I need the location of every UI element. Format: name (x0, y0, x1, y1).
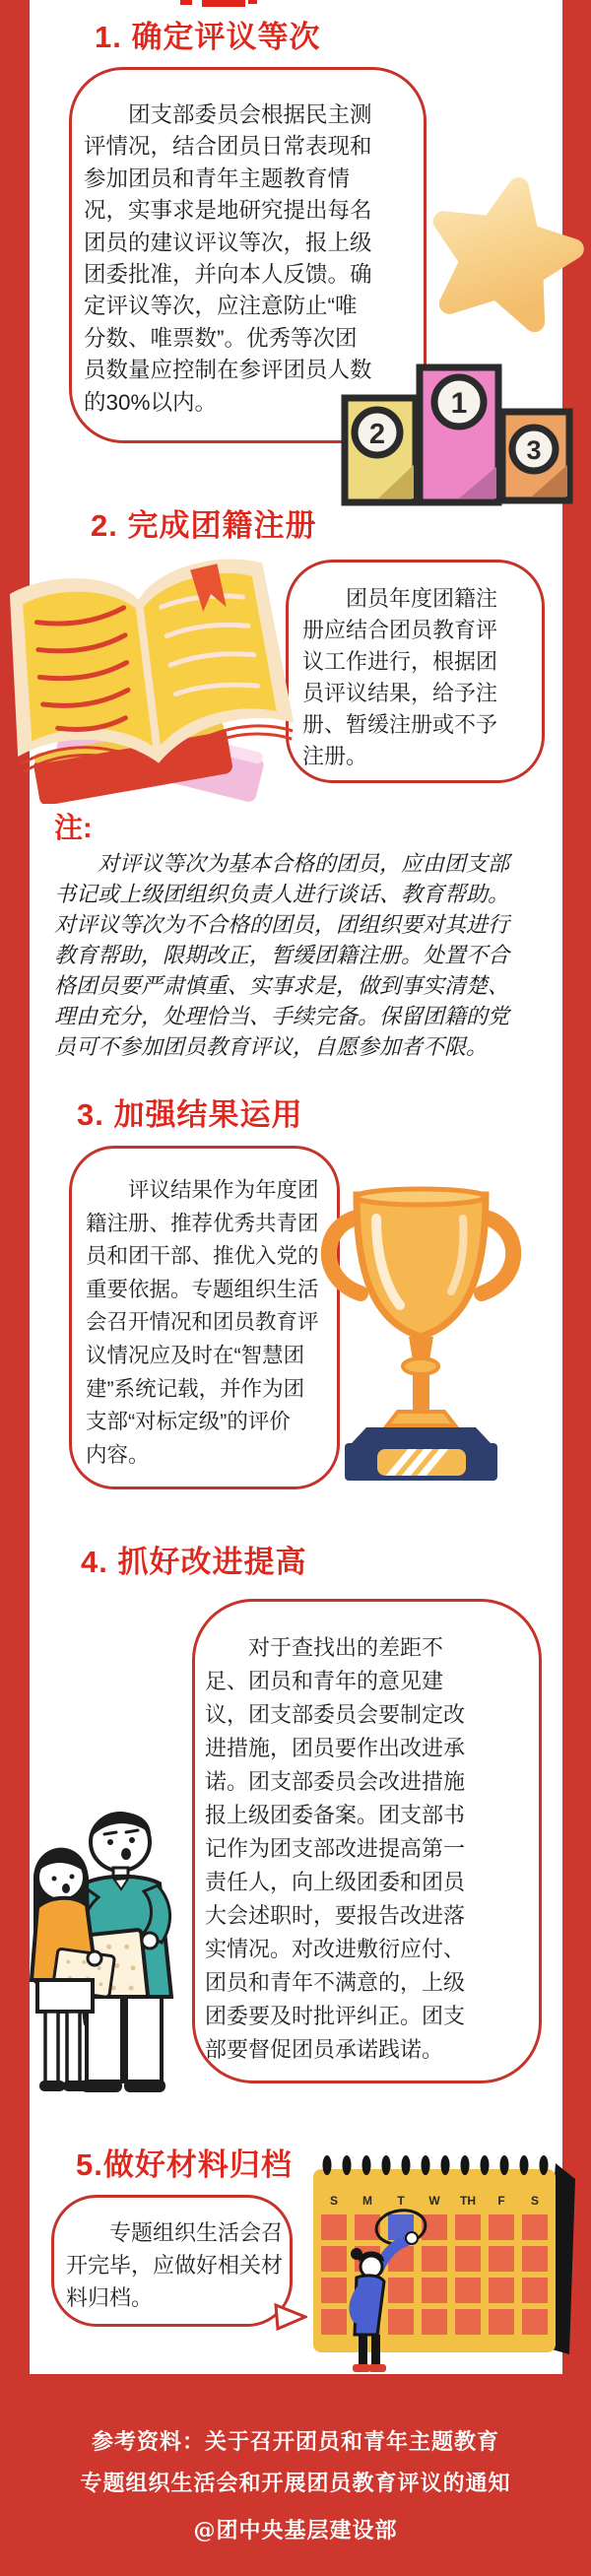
text-line: 内容。 (86, 1442, 150, 1467)
section-2-title: 2. 完成团籍注册 (91, 508, 317, 543)
text-line: 团委要及时批评纠正。团支 (205, 2004, 466, 2028)
text-line: 分数、唯票数”。优秀等次团 (84, 325, 358, 351)
calendar-illustration (307, 2149, 578, 2376)
section-1-title: 1. 确定评议等次 (95, 20, 321, 54)
text-line: 员可不参加团员教育评议，自愿参加者不限。 (54, 1035, 489, 1060)
text-line: 实情况。对改进敷衍应付、 (205, 1937, 466, 1961)
note-label: 注: (54, 813, 93, 844)
text-line: 员数量应控制在参评团员人数 (84, 358, 372, 383)
text-line: 团员年度团籍注 (302, 586, 498, 611)
svg-text:M: M (362, 2194, 372, 2208)
text-line: 注册。 (302, 744, 368, 768)
text-line: 参加团员和青年主题教育情 (84, 165, 351, 191)
left-red-strip (0, 0, 30, 2576)
section-3-title: 3. 加强结果运用 (77, 1097, 303, 1132)
text-line: 专题组织生活会召 (66, 2220, 284, 2245)
text-line: 重要依据。专题组织生活 (86, 1277, 319, 1301)
text-line: 对评议等次为基本合格的团员，应由团支部 (54, 852, 510, 877)
text-line: 建”系统记载，并作为团 (86, 1376, 305, 1401)
text-line: 团支部委员会根据民主测 (84, 102, 372, 127)
text-line: 支部“对标定级”的评价 (86, 1410, 291, 1434)
text-line: 记作为团支部改进提高第一 (205, 1836, 466, 1861)
text-line: 团员的建议评议等次，报上级 (84, 230, 372, 255)
section-4-title: 4. 抓好改进提高 (81, 1545, 307, 1579)
section-3-textbox (69, 1146, 340, 1489)
text-line: 议情况应及时在“智慧团 (86, 1343, 305, 1367)
cropped-title-fragment (180, 0, 192, 5)
trophy-plaque (377, 1445, 466, 1481)
footer-credit: @团中央基层建设部 (193, 2518, 398, 2543)
footer-reference-line-1: 参考资料：关于召开团员和青年主题教育 (91, 2429, 499, 2455)
text-line: 报上级团委备案。团支部书 (205, 1803, 466, 1827)
svg-text:TH: TH (460, 2194, 476, 2208)
text-line: 进措施，团员要作出改进承 (205, 1736, 466, 1760)
text-line: 团员和青年不满意的，上级 (205, 1970, 466, 1995)
text-line: 料归档。 (66, 2285, 154, 2310)
text-line: 团委批准，并向本人反馈。确 (84, 262, 372, 288)
text-line: 责任人，向上级团委和团员 (205, 1870, 466, 1894)
text-line: 诺。团支部委员会改进措施 (205, 1769, 466, 1794)
star-illustration (414, 159, 591, 341)
svg-text:F: F (497, 2194, 505, 2208)
text-line: 员评议结果，给予注 (302, 681, 498, 705)
cropped-title-fragment (202, 0, 245, 7)
people-illustration (22, 1785, 199, 2100)
section-5-title: 5.做好材料归档 (76, 2147, 293, 2182)
text-line: 会召开情况和团员教育评 (86, 1310, 319, 1335)
text-line: 教育帮助，限期改正，暂缓团籍注册。处置不合 (54, 944, 510, 968)
speech-bubble-tail (274, 2301, 307, 2331)
text-line: 的30%以内。 (84, 389, 218, 415)
text-line: 评情况，结合团员日常表现和 (84, 134, 372, 160)
trophy-illustration (315, 1185, 527, 1490)
text-line: 册、暂缓注册或不予 (302, 712, 498, 737)
text-line: 对于查找出的差距不 (205, 1635, 444, 1660)
text-line: 籍注册、推荐优秀共青团 (86, 1211, 319, 1235)
section-4-textbox (192, 1599, 542, 2083)
section-5-textbox (51, 2195, 293, 2327)
text-line: 议工作进行，根据团 (302, 649, 498, 674)
text-line: 况，实事求是地研究提出每名 (84, 198, 372, 224)
text-line: 足、团员和青年的意见建 (205, 1669, 444, 1693)
text-line: 大会述职时，要报告改进落 (205, 1903, 466, 1928)
footer-reference-line-2: 专题组织生活会和开展团员教育评议的通知 (80, 2471, 511, 2496)
text-line: 议，团支部委员会要制定改 (205, 1702, 466, 1727)
text-line: 册应结合团员教育评 (302, 618, 498, 642)
text-line: 员和团干部、推优入党的 (86, 1244, 319, 1269)
text-line: 书记或上级团组织负责人进行谈话、教育帮助。 (54, 883, 510, 907)
section-2-textbox (286, 560, 545, 783)
text-line: 部要督促团员承诺践诺。 (205, 2037, 444, 2062)
text-line: 定评议等次，应注意防止“唯 (84, 294, 358, 319)
svg-text:S: S (329, 2194, 339, 2208)
books-illustration (0, 548, 294, 804)
podium-rank-2: 2 (368, 419, 386, 450)
podium-rank-1: 1 (450, 387, 468, 420)
text-line: 格团员要严肃慎重、实事求是，做到事实清楚、 (54, 974, 510, 999)
text-line: 理由充分，处理恰当、手续完备。保留团籍的党 (54, 1005, 510, 1029)
text-line: 对评议等次为不合格的团员，团组织要对其进行 (54, 913, 510, 938)
text-line: 开完毕，应做好相关材 (66, 2253, 284, 2278)
svg-text:W: W (428, 2194, 440, 2208)
cropped-title-fragment (248, 0, 257, 4)
text-line: 评议结果作为年度团 (86, 1178, 319, 1202)
svg-text:S: S (530, 2194, 540, 2208)
podium-illustration (337, 363, 576, 510)
note-paragraph (54, 849, 547, 1063)
svg-text:T: T (397, 2194, 405, 2208)
podium-rank-3: 3 (526, 435, 542, 465)
